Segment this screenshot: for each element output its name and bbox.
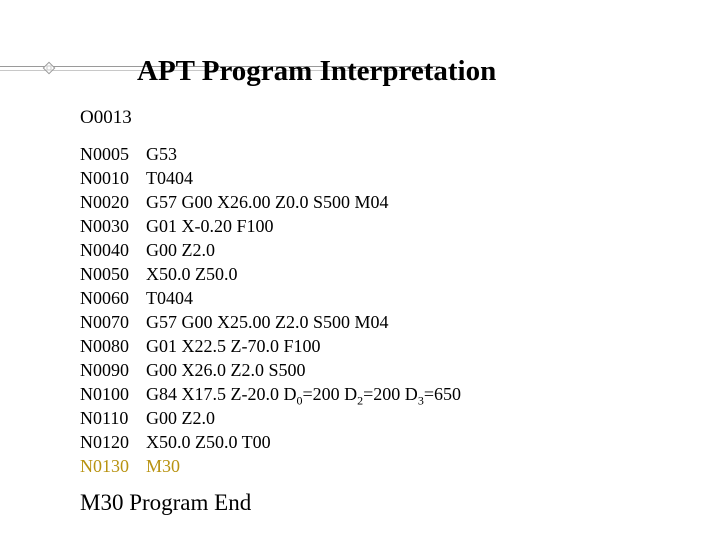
block-number: N0005 xyxy=(80,144,129,164)
block-number: N0080 xyxy=(80,336,129,356)
block-code: G00 X26.0 Z2.0 S500 xyxy=(146,360,306,380)
code-line xyxy=(80,238,700,262)
block-number: N0110 xyxy=(80,408,129,428)
block-number: N0070 xyxy=(80,312,129,332)
code-line xyxy=(80,166,700,190)
code-line xyxy=(80,262,700,286)
block-number: N0090 xyxy=(80,360,129,380)
block-number: N0120 xyxy=(80,432,129,452)
code-line xyxy=(80,430,700,454)
code-line xyxy=(80,214,700,238)
block-number: N0040 xyxy=(80,240,129,260)
block-number: N0060 xyxy=(80,288,129,308)
block-number: N0010 xyxy=(80,168,129,188)
block-code: G01 X-0.20 F100 xyxy=(146,216,274,236)
block-code: G00 Z2.0 xyxy=(146,408,215,428)
block-code: G57 G00 X25.00 Z2.0 S500 M04 xyxy=(146,312,389,332)
code-line-cycle xyxy=(80,382,700,406)
block-code: G01 X22.5 Z-70.0 F100 xyxy=(146,336,321,356)
block-number: N0020 xyxy=(80,192,129,212)
slide-title: APT Program Interpretation xyxy=(137,55,497,87)
block-number: N0050 xyxy=(80,264,129,284)
block-code: M30 xyxy=(146,456,181,476)
block-code: G84 X17.5 Z-20.0 $D_0=200$ $D_2=200$ $D_3=650$ xyxy=(146,384,461,408)
block-code: G00 Z2.0 xyxy=(146,240,215,260)
block-number: N0030 xyxy=(80,216,129,236)
code-line xyxy=(80,142,700,166)
block-code: G57 G00 X26.00 Z0.0 S500 M04 xyxy=(146,192,389,212)
code-line xyxy=(80,334,700,358)
code-line xyxy=(80,310,700,334)
bullet-diamond-icon xyxy=(42,61,56,75)
code-line xyxy=(80,190,700,214)
block-code: T0404 xyxy=(146,168,193,188)
program-number: O0013 xyxy=(80,107,132,128)
code-line-highlighted xyxy=(80,454,700,478)
block-code: X50.0 Z50.0 xyxy=(146,264,238,284)
explanation-note: M30 Program End xyxy=(80,490,252,515)
nc-program-listing xyxy=(80,142,700,478)
code-line xyxy=(80,406,700,430)
code-line xyxy=(80,358,700,382)
block-code: G53 xyxy=(146,144,177,164)
block-number: N0130 xyxy=(80,456,129,476)
block-code: T0404 xyxy=(146,288,193,308)
block-code: X50.0 Z50.0 T00 xyxy=(146,432,271,452)
block-number: N0100 xyxy=(80,384,129,404)
code-line xyxy=(80,286,700,310)
